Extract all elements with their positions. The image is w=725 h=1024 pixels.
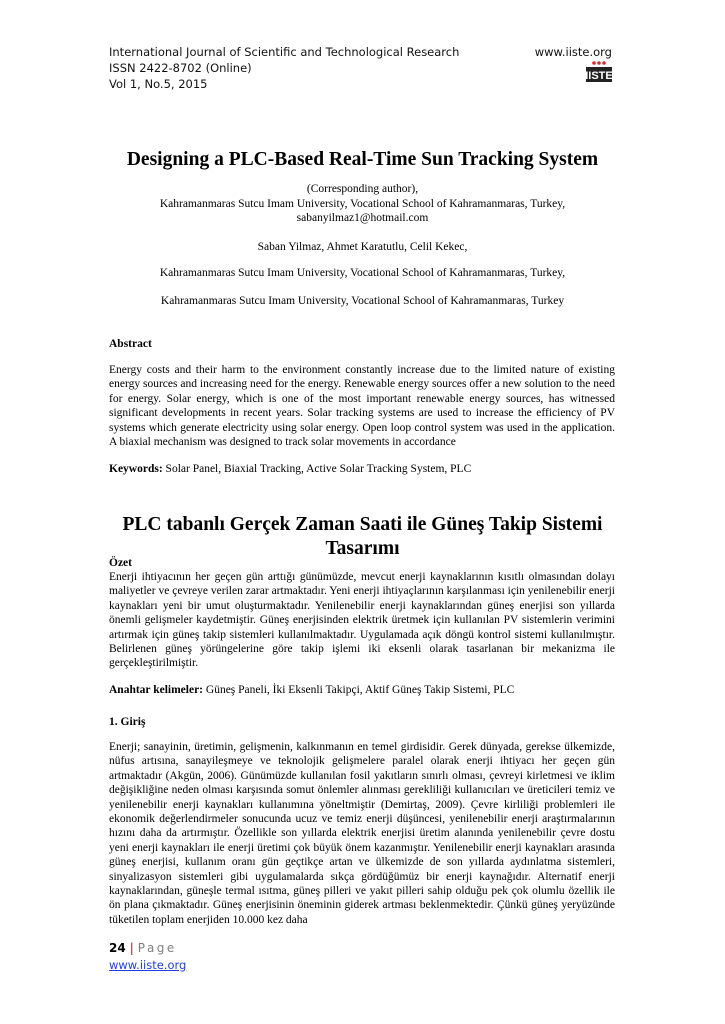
ozet-heading: Özet [109,557,132,569]
abstract-heading: Abstract [109,338,152,350]
corresponding-note: (Corresponding author), [306,183,419,195]
turkish-title-line-2: Tasarımı [325,538,400,559]
introduction-text: Enerji; sanayinin, üretimin, gelişmenin, kalkınmanın en temel girdisidir. Gerek dünyada, gerekse ülkemizde, nüfus artısına, sanayileşmeye ve teknolojik gelişmelere paralel olarak enerji ihtiyacı her geçen gün artmaktadır (Akgün, 2006). Günümüzde kullanılan fosil yakıtların sınırlı olması, çevreyi kirletmesi ve iklim değişikliğine neden olması karşısında somut önlemler alınması gerekliliği kullanıcıları ve üreticileri temiz ve yenilenebilir enerji kaynakları kullanımına yöneltmiştir (Demirtaş, 2009). Çevre kirliliği problemleri ile ekonomik değerlendirmeler sonucunda ucuz ve temiz enerji düşüncesi, yenilenebilir enerji araştırmalarının hızını daha da artırmıştır. Özellikle son yıllarda elektrik enerjisi üretim alanında yenilenebilir çevre dostu yeni enerji kaynakları ile enerji üretimi çok büyük önem kazanmıştır. Yenilenebilir enerji kaynakları arasında güneş enerjisi, kullanım oranı gün geçtikçe artan ve ülkemizde de son yıllarda aydınlatma sistemleri, sinyalizasyon sistemleri gibi uygulamalarda sıkça gördüğümüz bir enerji kaynağıdır. Alternatif enerji kaynaklarından, güneşle termal ısıtma, güneş pilleri ve yakıt pilleri sahip olduğu pek çok olumlu özellik ile ön plana çıkmaktadır. Güneş enerjisinin öneminin giderek artması beklenmektedir. Çünkü güneş yeryüzünde tüketilen toplam enerjiden 10.000 kez daha [109,741,615,926]
volume-line: Vol 1, No.5, 2015 [109,77,208,91]
abstract-text: Energy costs and their harm to the environment constantly increase due to the limited nature of existing energy sources and increasing need for the energy. Renewable energy sources offer a new solution to the need for energy. Solar energy, which is one of the most important renewable energy sources, has witnessed significant developments in recent years. Solar tracking systems are used to increase the efficiency of PV systems which generate electricity using solar energy. Open loop control system was used in the application. A biaxial mechanism was designed to track solar movements in accordance [109,364,615,449]
keywords-label: Keywords: [109,463,163,475]
affiliation-1: Kahramanmaras Sutcu Imam University, Vocational School of Kahramanmaras, Turkey, [159,267,566,279]
affiliation-2: Kahramanmaras Sutcu Imam University, Vocational School of Kahramanmaras, Turkey [160,295,565,307]
corresponding-email[interactable]: sabanyilmaz1@hotmail.com [296,212,429,224]
svg-text:IISTE: IISTE [585,70,613,82]
keywords-line [109,462,615,476]
turkish-keywords-label: Anahtar kelimeler: [109,684,204,696]
paper-title: Designing a PLC-Based Real-Time Sun Tracking System [126,149,599,170]
turkish-keywords-line [109,683,615,697]
footer-website-link[interactable]: www.iiste.org [109,958,187,972]
page-word: Page [137,941,177,955]
turkish-keywords-text: Güneş Paneli, İki Eksenli Takipçi, Aktif Güneş Takip Sistemi, PLC [203,684,515,696]
author-list: Saban Yilmaz, Ahmet Karatutlu, Celil Kekec, [257,241,468,253]
footer-separator: | [129,941,134,955]
introduction-heading: 1. Giriş [109,716,146,728]
iiste-logo [584,60,614,84]
corresponding-affiliation: Kahramanmaras Sutcu Imam University, Vocational School of Kahramanmaras, Turkey, [159,198,566,210]
running-header [109,44,459,92]
ozet-text: Enerji ihtiyacının her geçen gün arttığı günümüzde, mevcut enerji kaynaklarının kısıtlı olmasından dolayı maliyetler ve çevreye verilen zarar artmaktadır. Yeni enerji ihtiyaçlarının karşılanması için yenilenebilir enerji kaynakları yeni bir umut oluşturmaktadır. Yenilenebilir enerji kaynaklarından güneş enerjisi son yıllarda önemli gelişmeler kaydetmiştir. Güneş enerjisinden elektrik üretmek için kullanılan PV sistemlerin verimini artırmak için güneş takip sistemleri kullanılmaktadır. Uygulamada açık döngü kontrol sistemi kullanılmıştır. Belirlenen güneş yörüngelerine göre takip işlemi iki eksenli olarak tasarlanan bir mekanizma ile gerçekleştirilmiştir. [109,571,615,670]
header-website[interactable]: www.iiste.org [534,45,612,59]
turkish-title-line-1: PLC tabanlı Gerçek Zaman Saati ile Güneş Takip Sistemi [122,514,603,535]
page-footer-number [109,940,177,956]
page-number: 24 [109,941,126,955]
keywords-text: Solar Panel, Biaxial Tracking, Active Solar Tracking System, PLC [162,463,472,475]
journal-name: International Journal of Scientific and Technological Research [109,45,460,59]
issn-line: ISSN 2422-8702 (Online) [109,61,252,75]
